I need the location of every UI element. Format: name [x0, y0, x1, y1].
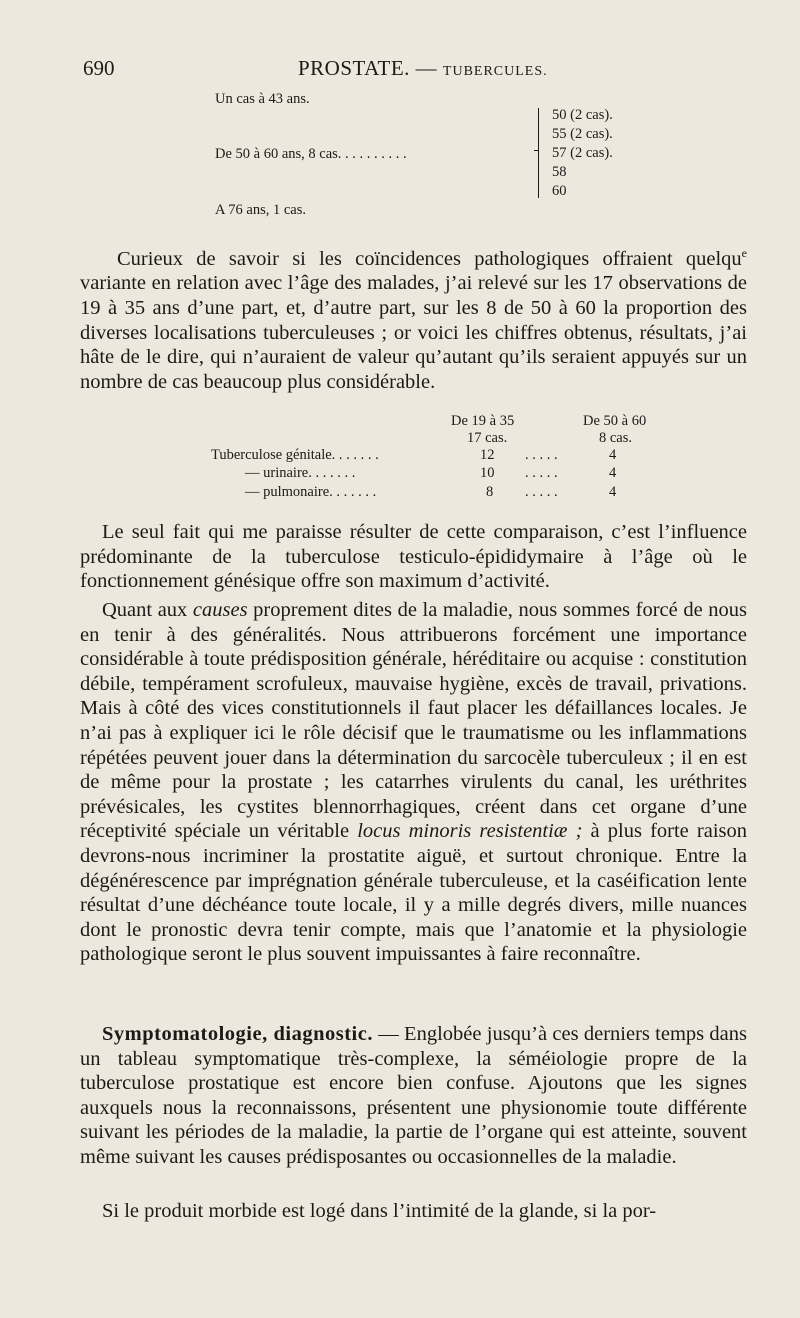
- age-item: 60: [552, 183, 567, 199]
- table-row-value: 4: [609, 484, 617, 500]
- table-row-label: Tuberculose génitale. . . . . . .: [211, 447, 379, 463]
- p3-text-a: Quant aux: [102, 599, 193, 621]
- running-header: [298, 56, 548, 81]
- table-row-value: 8: [486, 484, 494, 500]
- age-item: 55 (2 cas).: [552, 126, 613, 142]
- p1-text-a: Curieux de savoir si les coïncidences pathologiques offraient quelqu: [117, 247, 742, 270]
- age-range-50-60: De 50 à 60 ans, 8 cas. . . . . . . . . .: [215, 146, 407, 162]
- table-row-value: 10: [480, 465, 495, 481]
- section-heading: Symptomatologie, diagnostic.: [102, 1023, 373, 1045]
- p3-text-b: proprement dites de la maladie, nous sommes forcé de nous en tenir à des généralités. Nous attribuerons forcément une importance considérable à toute prédisposition générale, héréditaire ou acquise : constitution débile, tempérament scrofuleux, mauvaise hygiène, excès de travail, privations. Mais à côté des vices constitutionnels il faut placer les défaillances locales. Je n’ai pas à expliquer ici le rôle décisif que le traumatisme ou les inflammations répétées peuvent jouer dans la détermination du sarcocèle tuberculeux ; il en est de même pour la prostate ; les catarrhes virulents du canal, les uréthrites prévésicales, les cystites blennorrhagiques, créent dans cet organe d’une réceptivité spéciale un véritable: [80, 599, 748, 843]
- header-title: PROSTATE.: [298, 56, 410, 80]
- table-col2-head: De 50 à 60: [583, 413, 647, 429]
- age-case-76: A 76 ans, 1 cas.: [215, 202, 307, 218]
- table-row-dots: . . . . .: [525, 484, 558, 500]
- p3-locus: locus minoris resistentiæ ;: [357, 820, 583, 843]
- paragraph-3: [80, 598, 747, 967]
- paragraph-4: [80, 1022, 747, 1170]
- table-row-label: — urinaire. . . . . . .: [245, 465, 356, 481]
- table-col2-sub: 8 cas.: [599, 430, 633, 446]
- header-dash: —: [415, 56, 438, 80]
- p3-causes: causes: [192, 599, 248, 621]
- header-subtitle: TUBERCULES.: [442, 64, 548, 79]
- age-item: 50 (2 cas).: [552, 107, 613, 123]
- table-row-dots: . . . . .: [525, 465, 558, 481]
- paragraph-5: Si le produit morbide est logé dans l’intimité de la glande, si la por-: [102, 1200, 657, 1222]
- age-case-43: Un cas à 43 ans.: [215, 91, 310, 107]
- brace-mark: [538, 108, 547, 198]
- p1-superscript: e: [741, 246, 747, 260]
- table-row-dots: . . . . .: [525, 447, 558, 463]
- table-row-value: 12: [480, 447, 495, 463]
- table-row-label: — pulmonaire. . . . . . .: [245, 484, 377, 500]
- page-number: 690: [83, 56, 115, 80]
- p1-text-b: variante en relation avec l’âge des malades, j’ai relevé sur les 17 observations de 19 à 35 ans d’une part, et, d’autre part, sur les 8 de 50 à 60 la proportion des diverses localisations tuberculeuses ; or voici les chiffres obtenus, résultats, j’ai hâte de le dire, qui n’auraient de valeur qu’autant qu’ils seraient appuyés sur un nombre de cas beaucoup plus considérable.: [80, 272, 747, 393]
- age-item: 58: [552, 164, 567, 180]
- table-col1-sub: 17 cas.: [467, 430, 508, 446]
- table-col1-head: De 19 à 35: [451, 413, 515, 429]
- p4-text: — Englobée jusqu’à ces derniers temps dans un tableau symptomatique très-complexe, la séméiologie propre de la tuberculose prostatique est encore bien confuse. Ajoutons que les signes auxquels nous la reconnaissons, présentent une physionomie toute différente suivant les périodes de la maladie, la partie de l’organe qui est atteinte, souvent même suivant les causes prédisposantes ou occasionnelles de la maladie.: [80, 1023, 747, 1168]
- paragraph-2: Le seul fait qui me paraisse résulter de cette comparaison, c’est l’influence prédominante de la tuberculose testiculo-épididymaire à l’âge où le fonctionnement génésique offre son maximum d’activité.: [80, 521, 747, 593]
- age-breakdown-list: [552, 106, 613, 201]
- table-row-value: 4: [609, 465, 617, 481]
- p3-text-c: à plus forte raison devrons-nous incriminer la prostatite aiguë, et surtout chronique. Entre la dégénérescence par imprégnation générale tuberculeuse, et la caséification lente résultat d’une déchéance toute locale, il y a mille degrés divers, mille nuances dont le pronostic devra tenir compte, mais que l’anatomie et la physiologie pathologique seront le plus souvent impuissantes à faire reconnaître.: [80, 820, 748, 966]
- age-item: 57 (2 cas).: [552, 145, 613, 161]
- paragraph-1: [80, 241, 747, 394]
- table-row-value: 4: [609, 447, 617, 463]
